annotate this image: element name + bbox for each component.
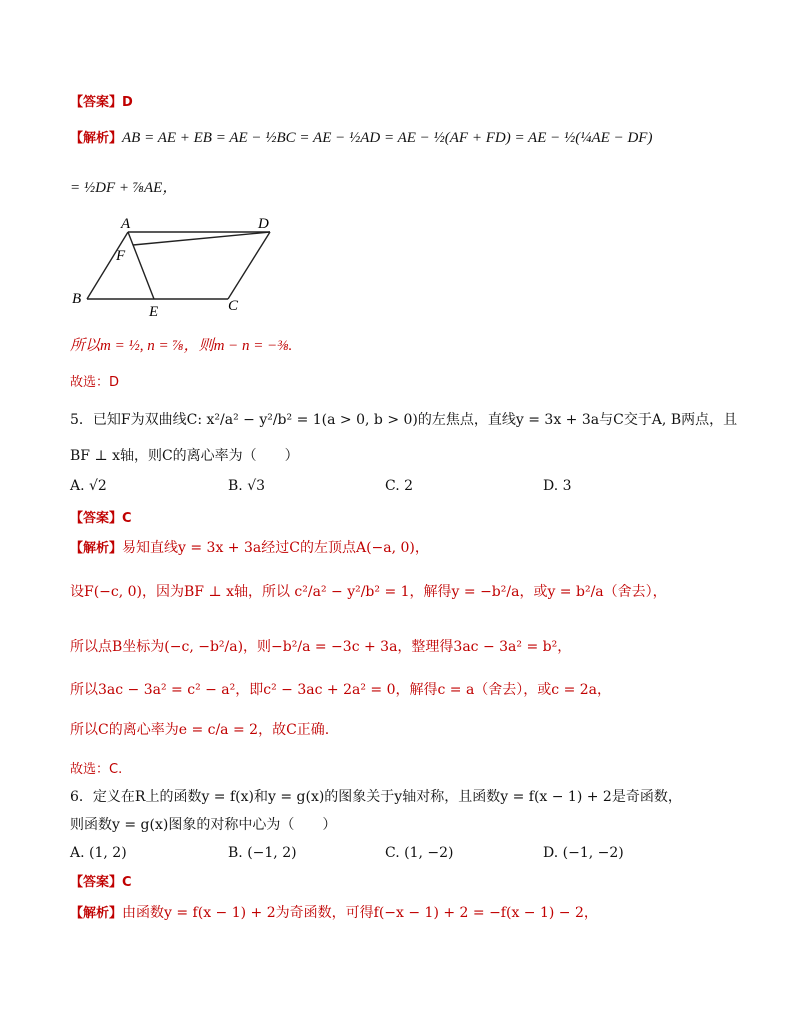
answer-tag: 【答案】 — [70, 95, 123, 110]
q5-option-d: D. 3 — [543, 478, 572, 494]
q5-stem-1: 5．已知F为双曲线C: x²/a² − y²/b² = 1(a > 0, b > 0)的左焦点，直线y = 3x + 3a与C交于A, B两点，且 — [70, 412, 738, 428]
answer-tag: 【答案】 — [70, 875, 123, 890]
analysis-text: 由函数y = f(x − 1) + 2为奇函数，可得f(−x − 1) + 2 = −f(x − 1) − 2， — [122, 905, 598, 921]
answer-row-1 — [70, 92, 133, 113]
label-d: D — [258, 216, 269, 232]
vector-equation: AB = AE + EB = AE − ½BC = AE − ½AD = AE − ½(AF + FD) = AE − ½(¼AE − DF) — [122, 130, 653, 146]
q6-option-a: A. (1, 2) — [70, 845, 127, 861]
q5-stem-2: BF ⊥ x轴，则C的离心率为（ ） — [70, 448, 299, 464]
segment-fd — [133, 232, 270, 245]
answer-value: C — [122, 875, 132, 890]
analysis-row-5e: 所以C的离心率为e = c/a = 2，故C正确. — [70, 722, 330, 738]
analysis-row-5b: 设F(−c, 0)，因为BF ⊥ x轴，所以 c²/a² − y²/b² = 1，解得y = −b²/a，或y = b²/a（舍去）， — [70, 584, 667, 600]
conclusion-text: 所以m = ½, n = ⅞，则m − n = −⅜. — [70, 338, 293, 354]
vector-result: = ½DF + ⅞AE， — [70, 180, 178, 196]
label-f: F — [116, 248, 126, 264]
answer-value: C — [122, 511, 132, 526]
analysis-tag: 【解析】 — [70, 906, 123, 921]
analysis-row-1b — [70, 178, 177, 198]
analysis-tag: 【解析】 — [70, 541, 123, 556]
label-c: C — [228, 298, 239, 314]
analysis-row-5a — [70, 538, 429, 559]
analysis-row-5d: 所以3ac − 3a² = c² − a²，即c² − 3ac + 2a² = 0，解得c = a（舍去），或c = 2a， — [70, 682, 612, 698]
q5-option-c: C. 2 — [385, 478, 414, 494]
q6-option-b: B. (−1, 2) — [228, 845, 297, 861]
label-a: A — [121, 216, 131, 232]
analysis-row-1 — [70, 128, 652, 149]
q6-option-d: D. (−1, −2) — [543, 845, 624, 861]
parallelogram-figure — [60, 212, 290, 320]
q5-option-b: B. √3 — [228, 478, 266, 494]
analysis-text: 易知直线y = 3x + 3a经过C的左顶点A(−a, 0)， — [122, 540, 429, 556]
analysis-row-6a — [70, 903, 598, 924]
choose-row-1: 故选：D — [70, 375, 120, 390]
q6-stem-1: 6．定义在R上的函数y = f(x)和y = g(x)的图象关于y轴对称，且函数y = f(x − 1) + 2是奇函数， — [70, 789, 682, 805]
analysis-tag: 【解析】 — [70, 131, 123, 146]
answer-row-6 — [70, 872, 132, 893]
analysis-row-5c: 所以点B坐标为(−c, −b²/a)，则−b²/a = −3c + 3a，整理得3ac − 3a² = b²， — [70, 639, 572, 655]
answer-tag: 【答案】 — [70, 511, 123, 526]
q6-option-c: C. (1, −2) — [385, 845, 454, 861]
choose-row-5: 故选：C. — [70, 762, 123, 777]
label-e: E — [149, 304, 159, 320]
q5-option-a: A. √2 — [70, 478, 107, 494]
q6-stem-2: 则函数y = g(x)图象的对称中心为（ ） — [70, 817, 337, 833]
label-b: B — [72, 291, 82, 307]
answer-row-5 — [70, 508, 132, 529]
side-ab — [87, 232, 128, 299]
conclusion-row-1 — [70, 336, 292, 356]
answer-value: D — [122, 95, 133, 110]
side-dc — [228, 232, 270, 299]
segment-ae — [128, 232, 154, 299]
